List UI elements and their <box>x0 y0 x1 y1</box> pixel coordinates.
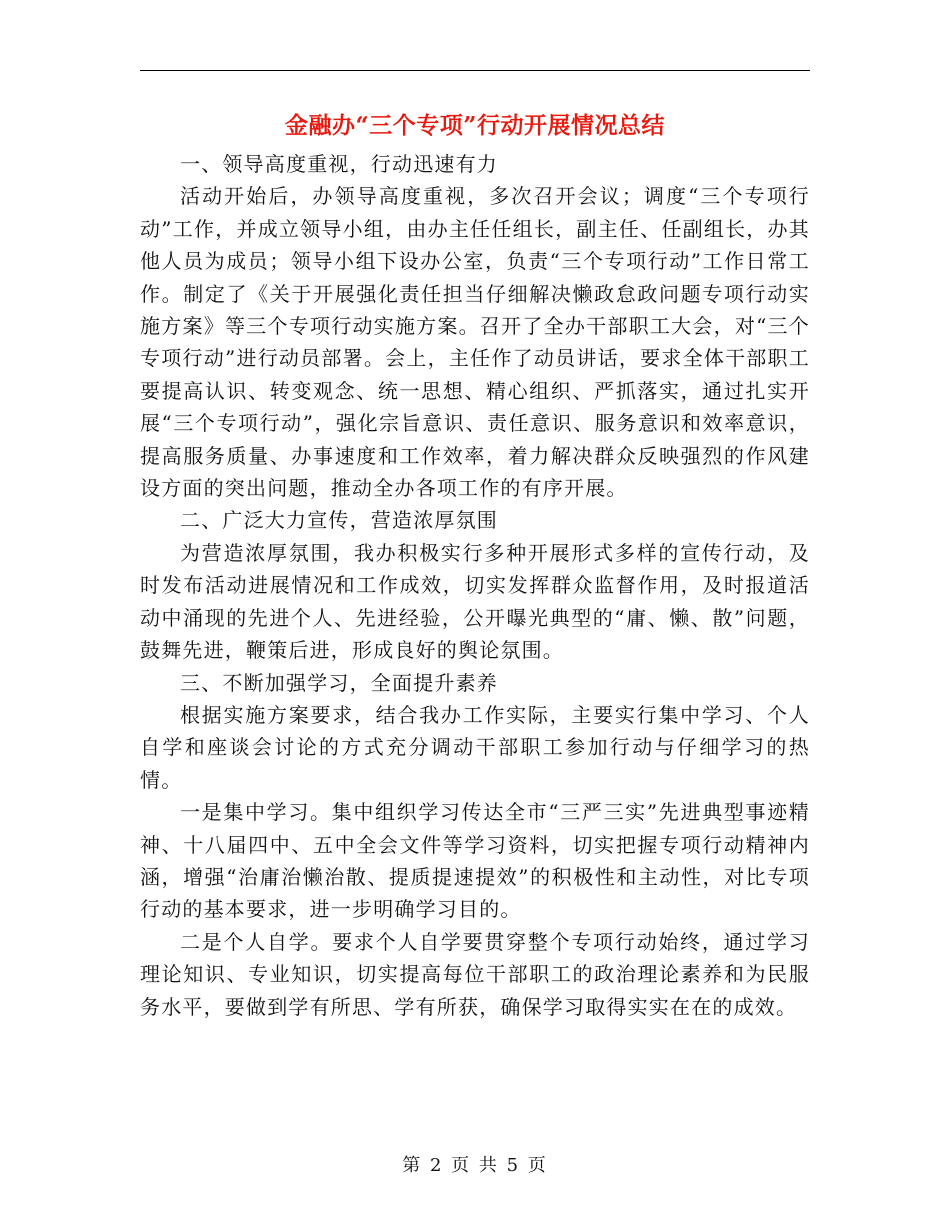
document-body <box>140 148 810 1023</box>
paragraph-5: 二是个人自学。要求个人自学要贯穿整个专项行动始终，通过学习理论知识、专业知识，切实提高每位干部职工的政治理论素养和为民服务水平，要做到学有所思、学有所获，确保学习取得实实在在的成效。 <box>140 929 810 1019</box>
section-heading-1: 一、领导高度重视，行动迅速有力 <box>180 152 498 176</box>
section-heading-2: 二、广泛大力宣传，营造浓厚氛围 <box>180 508 498 533</box>
paragraph-1: 活动开始后，办领导高度重视，多次召开会议；调度“三个专项行动”工作，并成立领导小组，由办主任任组长，副主任、任副组长，办其他人员为成员；领导小组下设办公室，负责“三个专项行动”工作日常工作。制定了《关于开展强化责任担当仔细解决懒政怠政问题专项行动实施方案》等三个专项行动实施方案。召开了全办干部职工大会，对“三个专项行动”进行动员部署。会上，主任作了动员讲话，要求全体干部职工要提高认识、转变观念、统一思想、精心组织、严抓落实，通过扎实开展“三个专项行动”，强化宗旨意识、责任意识、服务意识和效率意识，提高服务质量、办事速度和工作效率，着力解决群众反映强烈的作风建设方面的突出问题，推动全办各项工作的有序开展。 <box>140 184 810 501</box>
page-footer: 第 2 页 共 5 页 <box>402 1155 548 1176</box>
document-title: 金融办“三个专项”行动开展情况总结 <box>285 112 665 139</box>
paragraph-4: 一是集中学习。集中组织学习传达全市“三严三实”先进典型事迹精神、十八届四中、五中全会文件等学习资料，切实把握专项行动精神内涵，增强“治庸治懒治散、提质提速提效”的积极性和主动性，对比专项行动的基本要求，进一步明确学习目的。 <box>140 800 810 922</box>
paragraph-2: 为营造浓厚氛围，我办积极实行多种开展形式多样的宣传行动，及时发布活动进展情况和工作成效，切实发挥群众监督作用，及时报道活动中涌现的先进个人、先进经验，公开曝光典型的“庸、懒、散”问题，鼓舞先进，鞭策后进，形成良好的舆论氛围。 <box>140 540 810 663</box>
header-rule <box>140 70 810 71</box>
paragraph-3: 根据实施方案要求，结合我办工作实际，主要实行集中学习、个人自学和座谈会讨论的方式充分调动干部职工参加行动与仔细学习的热情。 <box>140 702 810 792</box>
section-heading-3: 三、不断加强学习，全面提升素养 <box>180 670 498 695</box>
